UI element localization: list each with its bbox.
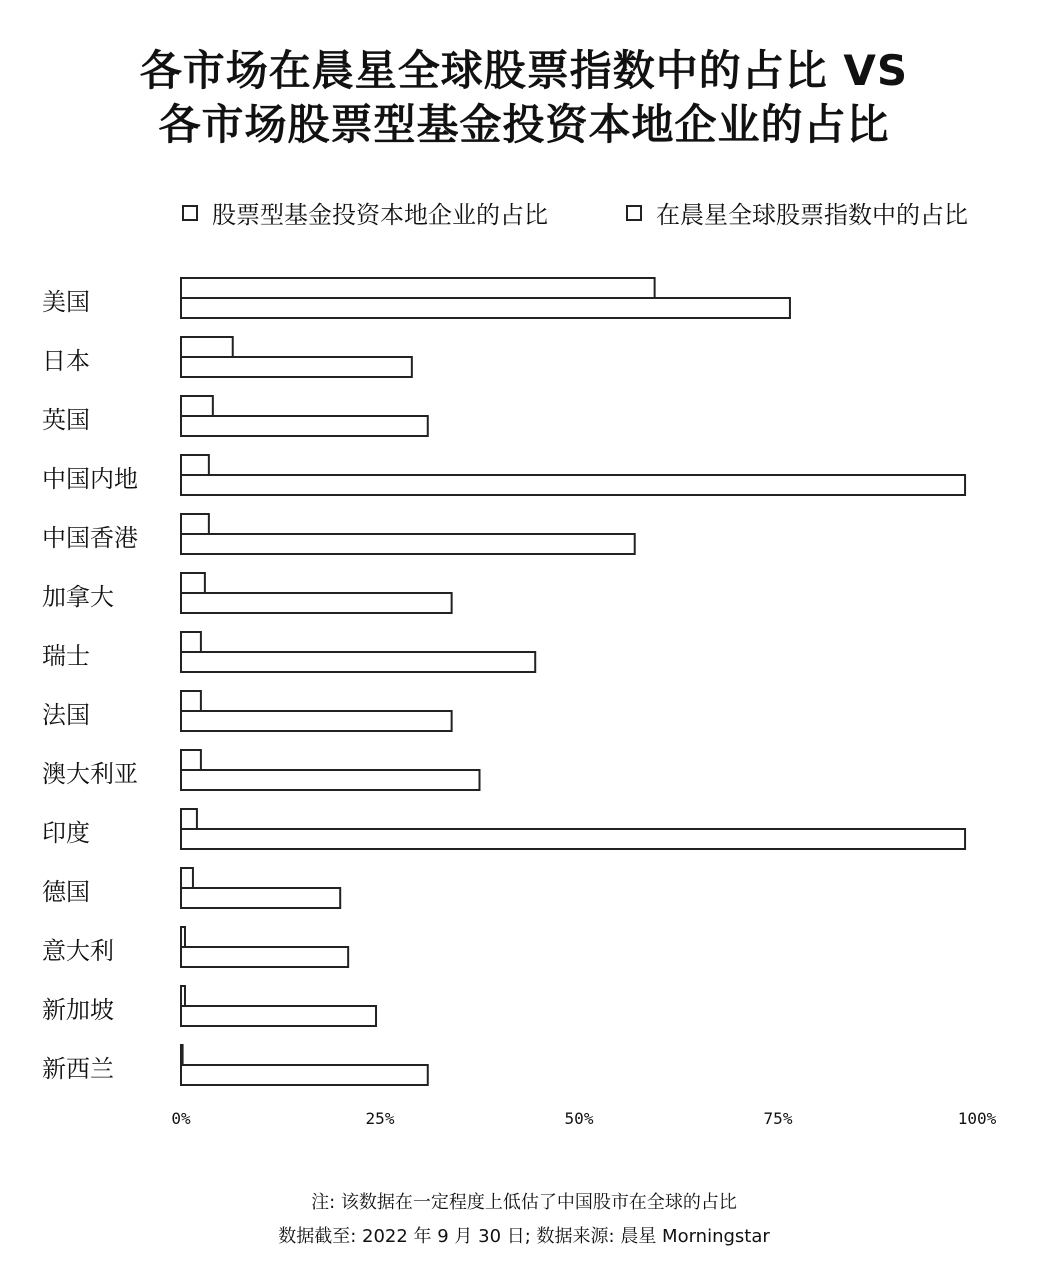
bar-fund-local [181, 475, 965, 495]
bar-fund-local [181, 770, 480, 790]
bar-index-share [181, 927, 185, 947]
category-label: 瑞士 [42, 642, 90, 670]
chart-title-line-2: 各市场股票型基金投资本地企业的占比 [158, 100, 890, 149]
category-label: 加拿大 [42, 583, 114, 611]
bar-fund-local [181, 298, 790, 318]
bar-fund-local [181, 1006, 376, 1026]
bar-index-share [181, 632, 201, 652]
category-label: 中国内地 [42, 465, 138, 493]
bar-index-share [181, 868, 193, 888]
bar-index-share [181, 514, 209, 534]
data-source: 数据截至: 2022 年 9 月 30 日; 数据来源: 晨星 Morningstar [278, 1226, 770, 1247]
category-label: 法国 [42, 701, 90, 729]
bar-fund-local [181, 357, 412, 377]
bar-index-share [181, 1045, 183, 1065]
bar-fund-local [181, 416, 428, 436]
bar-index-share [181, 278, 655, 298]
bar-index-share [181, 573, 205, 593]
category-label: 英国 [42, 406, 90, 434]
category-label: 德国 [42, 878, 90, 906]
bar-index-share [181, 337, 233, 357]
x-tick-label: 0% [171, 1109, 191, 1128]
category-label: 新加坡 [42, 996, 114, 1024]
bar-fund-local [181, 593, 452, 613]
category-label: 美国 [42, 288, 90, 316]
bar-index-share [181, 750, 201, 770]
x-tick-label: 75% [763, 1109, 793, 1128]
bar-fund-local [181, 652, 535, 672]
x-tick-label: 100% [957, 1109, 997, 1128]
legend-label-fund-local: 股票型基金投资本地企业的占比 [212, 201, 548, 229]
x-tick-label: 25% [365, 1109, 395, 1128]
category-label: 意大利 [42, 937, 114, 965]
category-label: 新西兰 [42, 1055, 114, 1083]
bar-index-share [181, 809, 197, 829]
chart-title-line-1: 各市场在晨星全球股票指数中的占比 VS [139, 46, 909, 95]
bar-index-share [181, 691, 201, 711]
bar-fund-local [181, 534, 635, 554]
footnote: 注: 该数据在一定程度上低估了中国股市在全球的占比 [311, 1192, 737, 1213]
category-label: 印度 [42, 819, 90, 847]
bar-index-share [181, 986, 185, 1006]
bar-fund-local [181, 1065, 428, 1085]
bar-index-share [181, 455, 209, 475]
legend-label-index-share: 在晨星全球股票指数中的占比 [656, 201, 968, 229]
bar-fund-local [181, 888, 340, 908]
x-tick-label: 50% [564, 1109, 594, 1128]
bar-index-share [181, 396, 213, 416]
category-label: 中国香港 [42, 524, 138, 552]
bar-fund-local [181, 711, 452, 731]
category-label: 澳大利亚 [42, 760, 138, 788]
bar-fund-local [181, 829, 965, 849]
category-label: 日本 [42, 347, 90, 375]
bar-fund-local [181, 947, 348, 967]
